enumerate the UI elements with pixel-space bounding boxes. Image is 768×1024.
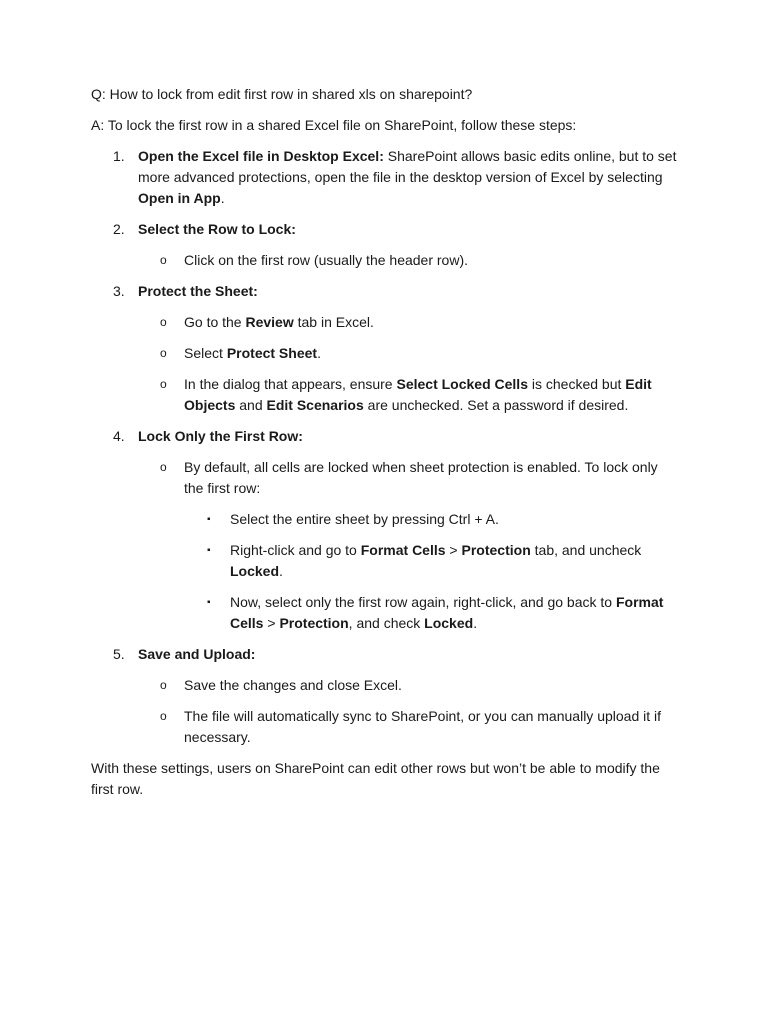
step-title: Select the Row to Lock: (138, 221, 296, 237)
bullet-text: is checked but (528, 376, 626, 392)
closing-text: With these settings, users on SharePoint can edit other rows but won’t be able to modify the first row. (91, 760, 660, 797)
step-text: SharePoint allows basic edits online, but to set more advanced protections, open the file in the desktop version of Excel by selecting (138, 148, 677, 185)
step-number: 3. (113, 283, 125, 299)
step-4 (91, 426, 681, 447)
step-title: Open the Excel file in Desktop Excel: (138, 148, 384, 164)
bullet-text: tab in Excel. (293, 314, 374, 330)
bullet-text: By default, all cells are locked when sheet protection is enabled. To lock only the first row: (184, 459, 658, 496)
bullet-text: Click on the first row (usually the header row). (184, 252, 468, 268)
bullet-text: Go to the (184, 314, 246, 330)
step-text: . (220, 190, 225, 206)
bullet-text: > (263, 615, 280, 631)
bullet-bold-term: Locked (230, 563, 280, 579)
bullet-bold-term: Format Cells (230, 594, 664, 631)
bullet-bold-term: Protection (461, 542, 531, 558)
bullet-text: . (473, 615, 478, 631)
step-title: Lock Only the First Row: (138, 428, 303, 444)
hollow-bullet-icon: o (160, 253, 167, 267)
document-page (91, 84, 681, 810)
bullet-text: In the dialog that appears, ensure (184, 376, 397, 392)
square-bullet-icon: ▪ (207, 597, 211, 608)
question-text: Q: How to lock from edit first row in shared xls on sharepoint? (91, 86, 473, 102)
list-item (91, 343, 681, 364)
list-item (91, 540, 681, 582)
bullet-bold-term: Edit Scenarios (266, 397, 364, 413)
list-item (91, 706, 681, 748)
bullet-bold-term: Format Cells (360, 542, 446, 558)
list-item (91, 312, 681, 333)
bullet-text: are unchecked. Set a password if desired. (363, 397, 629, 413)
hollow-bullet-icon: o (160, 460, 167, 474)
bullet-text: > (445, 542, 462, 558)
bullet-text: and (235, 397, 267, 413)
step-2 (91, 219, 681, 240)
step-5 (91, 644, 681, 665)
bullet-text: The file will automatically sync to SharePoint, or you can manually upload it if necessary. (184, 708, 662, 745)
step-number: 1. (113, 148, 125, 164)
bullet-bold-term: Protection (279, 615, 349, 631)
bullet-bold-term: Protect Sheet (226, 345, 318, 361)
step-number: 4. (113, 428, 125, 444)
list-item (91, 675, 681, 696)
list-item (91, 592, 681, 634)
step-title: Protect the Sheet: (138, 283, 258, 299)
square-bullet-icon: ▪ (207, 545, 211, 556)
step-bold-term: Open in App (138, 190, 221, 206)
hollow-bullet-icon: o (160, 377, 167, 391)
bullet-text: tab, and uncheck (530, 542, 642, 558)
bullet-bold-term: Locked (424, 615, 474, 631)
list-item (91, 374, 681, 416)
bullet-text: . (317, 345, 321, 361)
bullet-text: Now, select only the first row again, right-click, and go back to (230, 594, 616, 610)
bullet-bold-term: Select Locked Cells (396, 376, 528, 392)
list-item (91, 250, 681, 271)
step-1 (91, 146, 681, 209)
bullet-text: . (279, 563, 283, 579)
bullet-text: Right-click and go to (230, 542, 361, 558)
step-title: Save and Upload: (138, 646, 256, 662)
bullet-text: Select the entire sheet by pressing Ctrl + A. (230, 511, 499, 527)
list-item (91, 457, 681, 499)
step-3 (91, 281, 681, 302)
step-number: 2. (113, 221, 125, 237)
bullet-bold-term: Review (245, 314, 294, 330)
hollow-bullet-icon: o (160, 709, 167, 723)
bullet-text: , and check (348, 615, 425, 631)
bullet-text: Save the changes and close Excel. (184, 677, 402, 693)
square-bullet-icon: ▪ (207, 514, 211, 525)
bullet-text: Select (184, 345, 227, 361)
list-item (91, 509, 681, 530)
answer-intro: A: To lock the first row in a shared Excel file on SharePoint, follow these steps: (91, 117, 577, 133)
hollow-bullet-icon: o (160, 346, 167, 360)
step-number: 5. (113, 646, 125, 662)
hollow-bullet-icon: o (160, 315, 167, 329)
bullet-bold-term: Edit Objects (184, 376, 652, 413)
hollow-bullet-icon: o (160, 678, 167, 692)
